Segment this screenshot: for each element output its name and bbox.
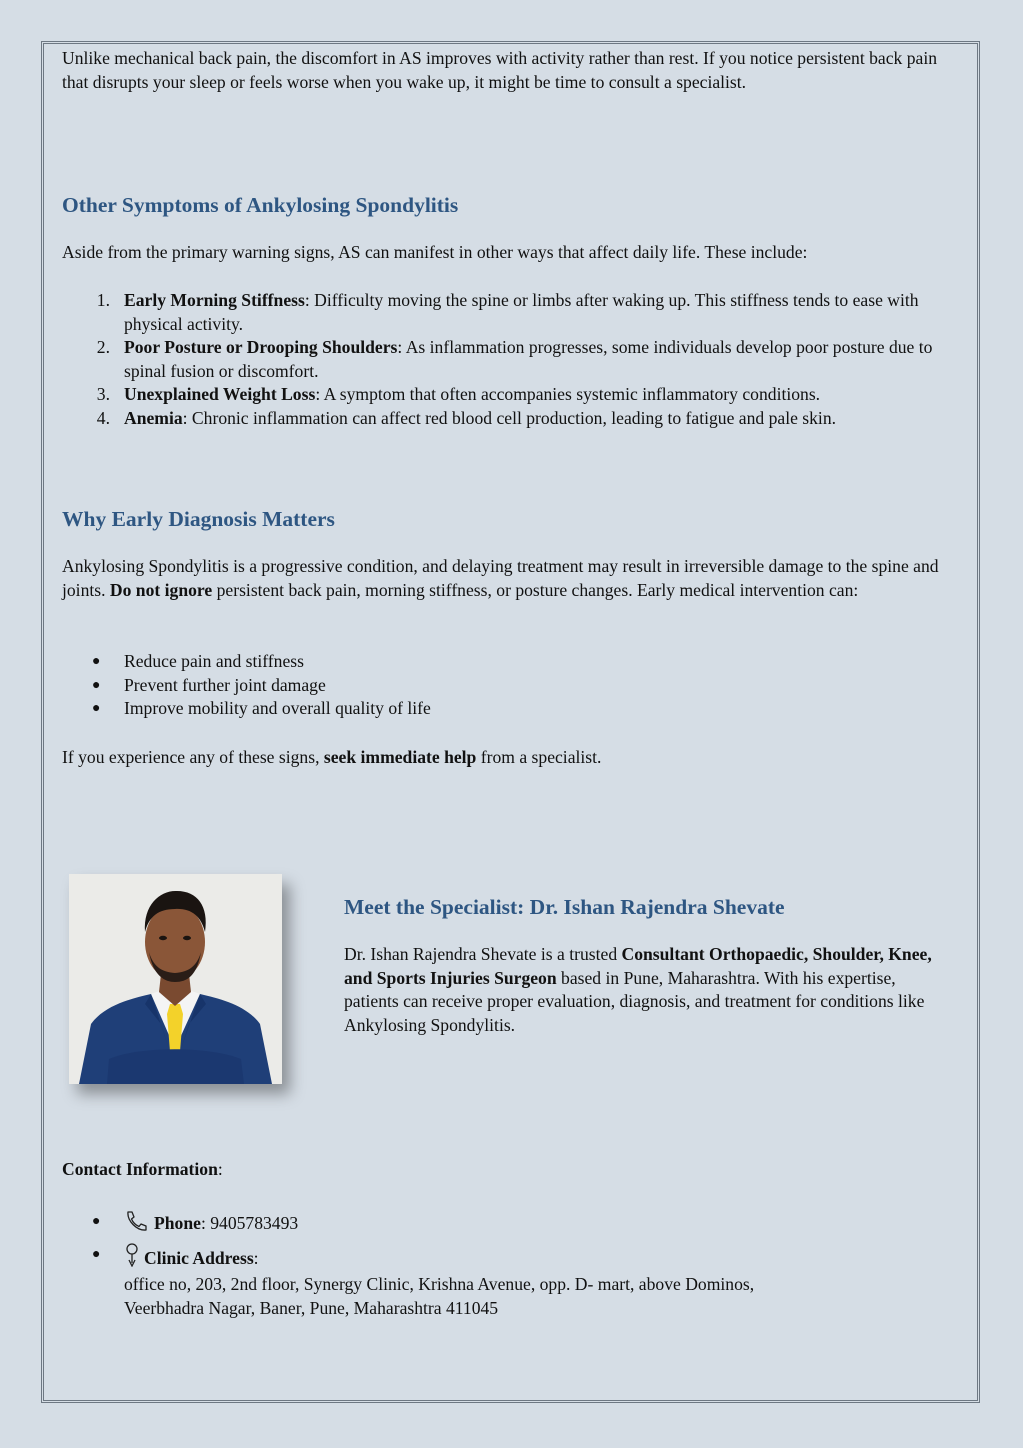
location-pin-icon (124, 1243, 140, 1274)
contact-heading: Contact Information: (62, 1159, 223, 1179)
contact-list (62, 1210, 962, 1320)
specialist-heading: Meet the Specialist: Dr. Ishan Rajendra Shevate (344, 895, 785, 919)
list-item: ● Clinic Address: office no, 203, 2nd floor, Synergy Clinic, Krishna Avenue, opp. D- mart, above Dominos, Veerbhadra Nagar, Baner, Pune, Maharashtra 411045 (62, 1243, 962, 1321)
phone-label: Phone (154, 1213, 201, 1233)
address-line-2: Veerbhadra Nagar, Baner, Pune, Maharashtra 411045 (124, 1297, 499, 1318)
doctor-photo (69, 874, 282, 1084)
symptoms-list (62, 289, 962, 430)
list-item: ● Reduce pain and stiffness (92, 651, 304, 671)
address-label: Clinic Address (144, 1247, 254, 1268)
symptoms-intro: Aside from the primary warning signs, AS can manifest in other ways that affect daily life. These include: (62, 242, 808, 262)
diagnosis-heading: Why Early Diagnosis Matters (62, 507, 335, 531)
list-item: 1. Early Morning Stiffness: Difficulty moving the spine or limbs after waking up. This stiffness tends to ease with physical activity. (96, 290, 919, 334)
symptoms-heading: Other Symptoms of Ankylosing Spondylitis (62, 193, 459, 217)
phone-icon (124, 1210, 148, 1239)
diagnosis-paragraph: Ankylosing Spondylitis is a progressive condition, and delaying treatment may result in irreversible damage to the spine and joints. Do not ignore persistent back pain, morning stiffness, or posture changes. Early medical intervention can: (62, 556, 939, 600)
list-item: ● Phone: 9405783493 (62, 1210, 962, 1239)
list-item: 4. Anemia: Chronic inflammation can affect red blood cell production, leading to fatigue and pale skin. (96, 407, 837, 428)
diagnosis-closing: If you experience any of these signs, seek immediate help from a specialist. (62, 747, 602, 767)
phone-value: : 9405783493 (200, 1213, 299, 1233)
list-item: 3. Unexplained Weight Loss: A symptom that often accompanies systemic inflammatory conditions. (96, 384, 821, 404)
list-item: ● Prevent further joint damage (92, 674, 326, 695)
list-item: ● Improve mobility and overall quality of life (92, 698, 431, 718)
benefits-list (62, 650, 962, 721)
address-line-1: office no, 203, 2nd floor, Synergy Clinic, Krishna Avenue, opp. D- mart, above Dominos, (124, 1274, 755, 1294)
intro-paragraph: Unlike mechanical back pain, the discomfort in AS improves with activity rather than rest. If you notice persistent back pain that disrupts your sleep or feels worse when you wake up, it might be time to consult a specialist. (62, 48, 938, 92)
specialist-bio: Dr. Ishan Rajendra Shevate is a trusted Consultant Orthopaedic, Shoulder, Knee, and Sports Injuries Surgeon based in Pune, Maharashtra. With his expertise, patients can receive proper evaluation, diagnosis, and treatment for conditions like Ankylosing Spondylitis. (344, 944, 932, 1035)
list-item: 2. Poor Posture or Drooping Shoulders: As inflammation progresses, some individuals develop poor posture due to spinal fusion or discomfort. (96, 337, 933, 381)
